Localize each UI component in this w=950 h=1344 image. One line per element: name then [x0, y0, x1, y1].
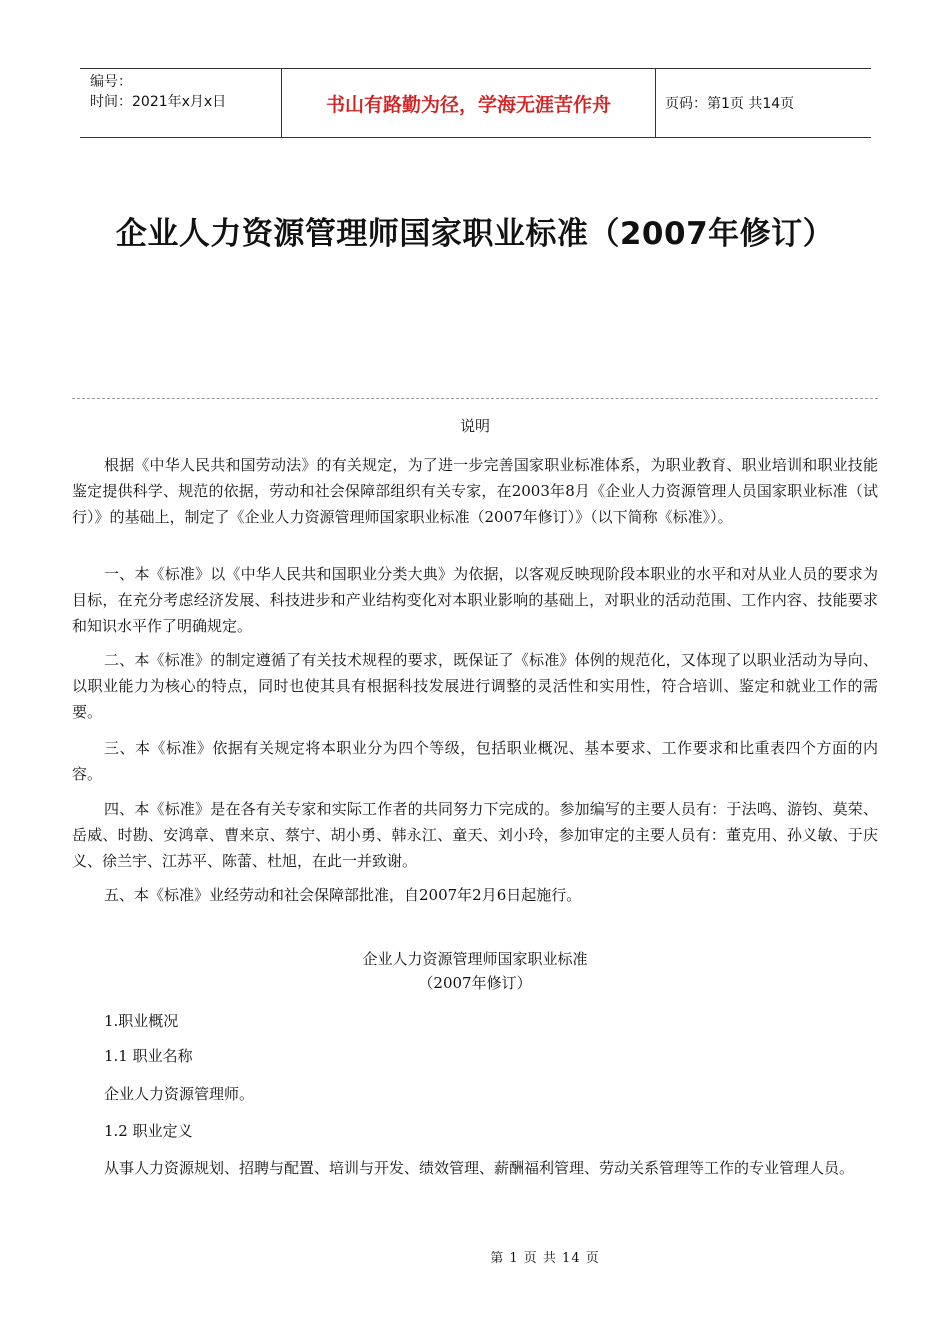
number-label: 编号：: [90, 74, 132, 90]
document-title: 企业人力资源管理师国家职业标准（2007年修订）: [115, 216, 835, 252]
dashed-divider: [72, 398, 878, 399]
section-1-2-text: 从事人力资源规划、招聘与配置、培训与开发、绩效管理、薪酬福利管理、劳动关系管理等工作的专业管理人员。: [104, 1159, 855, 1177]
header-motto-cell: [281, 69, 656, 137]
explanation-paragraph: 一、本《标准》以《中华人民共和国职业分类大典》为依据，以客观反映现阶段本职业的水平和对从业人员的要求为目标，在充分考虑经济发展、科技进步和产业结构变化对本职业影响的基础上，对职业的活动范围、工作内容、技能要求和知识水平作了明确规定。: [72, 565, 878, 635]
motto-text: 书山有路勤为径，学海无涯苦作舟: [325, 93, 611, 116]
time-label: 时间：2021年x月x日: [90, 94, 227, 110]
explanation-paragraph: 四、本《标准》是在各有关专家和实际工作者的共同努力下完成的。参加编写的主要人员有：于法鸣、游钧、莫荣、岳威、时勘、安鸿章、曹来京、蔡宁、胡小勇、韩永江、童天、刘小玲，参加审定的主要人员有：董克用、孙义敏、于庆义、徐兰宇、江苏平、陈蕾、杜旭，在此一并致谢。: [72, 800, 878, 870]
section-1-1-text: 企业人力资源管理师。: [104, 1085, 255, 1103]
explanation-paragraph: 五、本《标准》业经劳动和社会保障部批准，自2007年2月6日起施行。: [104, 886, 582, 904]
explanation-paragraph: 根据《中华人民共和国劳动法》的有关规定，为了进一步完善国家职业标准体系，为职业教育、职业培训和职业技能鉴定提供科学、规范的依据，劳动和社会保障部组织有关专家，在2003年8月《企业人力资源管理人员国家职业标准（试行）》的基础上，制定了《企业人力资源管理师国家职业标准（2007年修订）》（以下简称《标准》）。: [72, 456, 878, 526]
page-info: 页码：第1页 共14页: [665, 96, 795, 112]
standard-subheading: （2007年修订）: [418, 974, 532, 992]
explanation-paragraph: 三、本《标准》依据有关规定将本职业分为四个等级，包括职业概况、基本要求、工作要求和比重表四个方面的内容。: [72, 739, 878, 783]
explanation-paragraph: 二、本《标准》的制定遵循了有关技术规程的要求，既保证了《标准》体例的规范化，又体现了以职业活动为导向、以职业能力为核心的特点，同时也使其具有根据科技发展进行调整的灵活性和实用性，符合培训、鉴定和就业工作的需要。: [72, 651, 878, 721]
header-meta-cell: [80, 69, 281, 137]
page-footer: 第 1 页 共 14 页: [490, 1251, 600, 1266]
section-1-2-heading: 1.2 职业定义: [104, 1122, 193, 1140]
explanation-heading: 说明: [459, 417, 490, 435]
header-table: [80, 68, 871, 138]
section-1-heading: 1.职业概况: [104, 1012, 179, 1030]
section-1-1-heading: 1.1 职业名称: [104, 1047, 193, 1065]
standard-heading: 企业人力资源管理师国家职业标准: [362, 950, 588, 968]
